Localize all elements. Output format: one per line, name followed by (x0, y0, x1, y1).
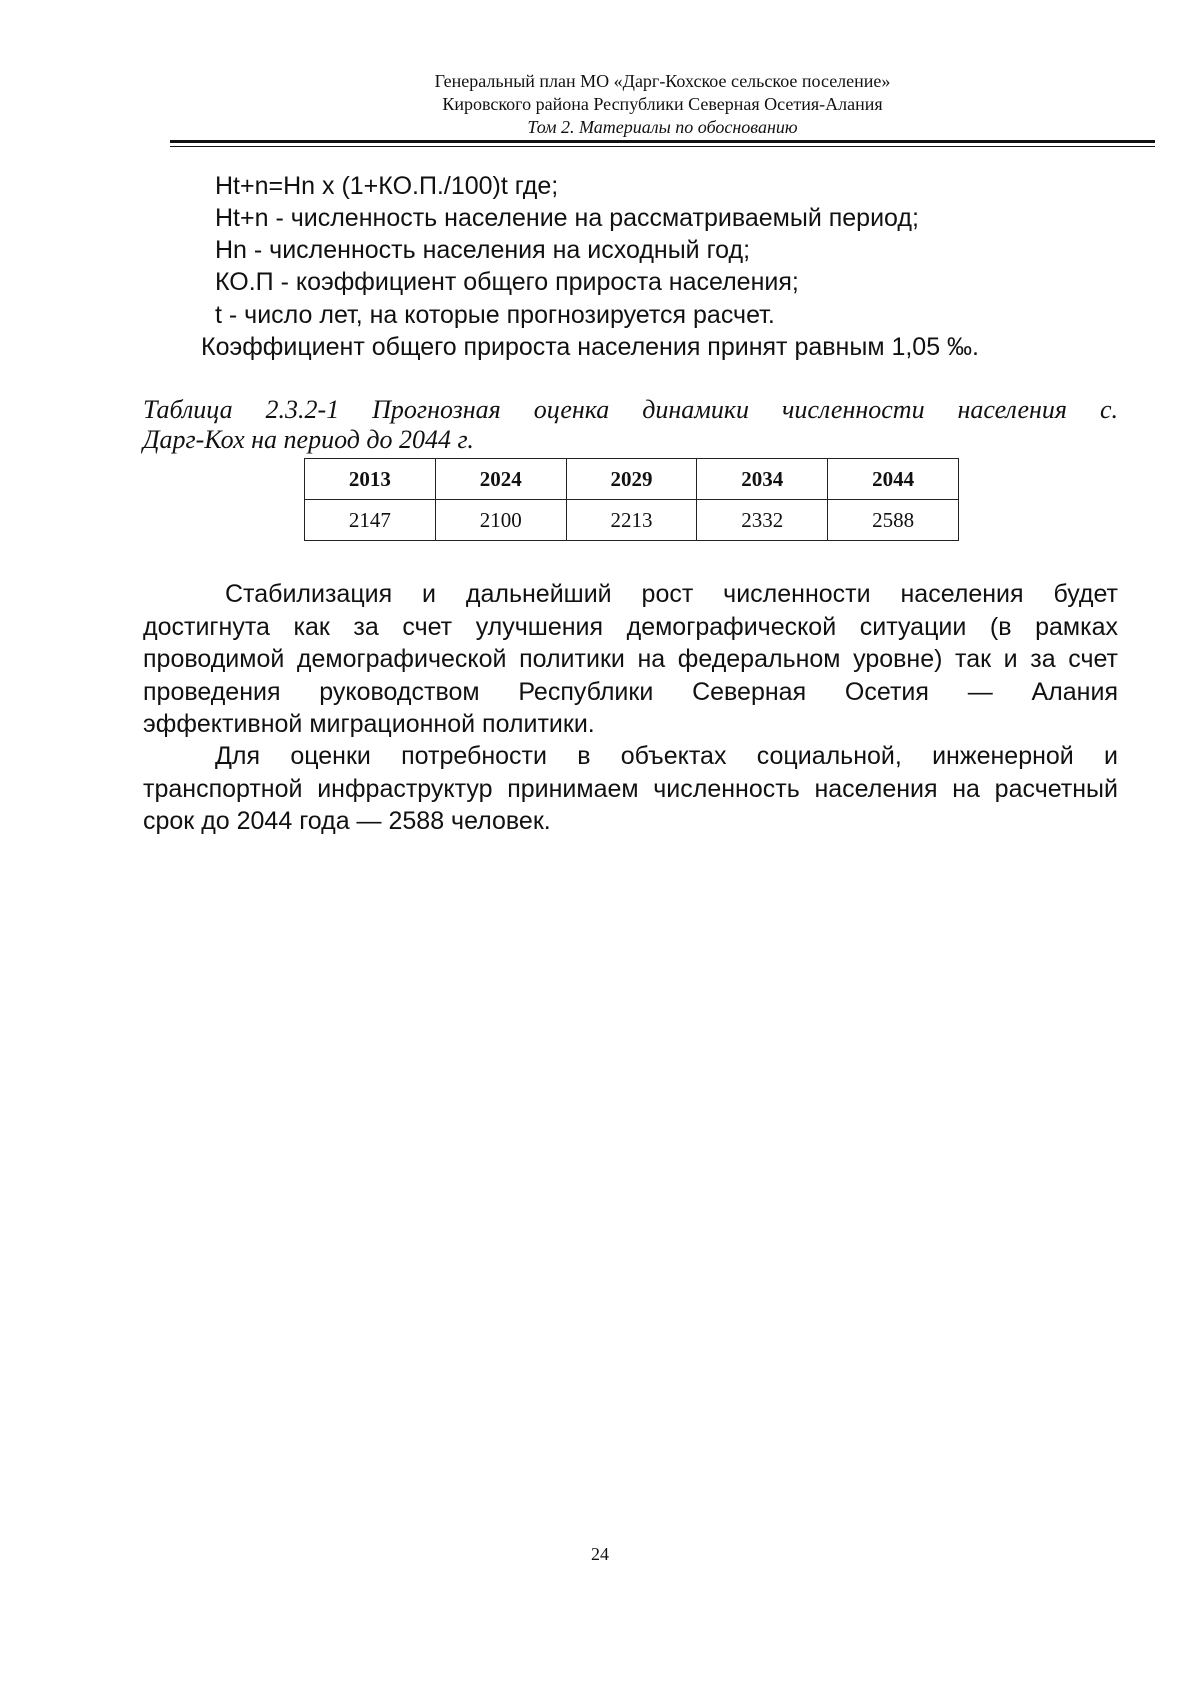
formula-def-t: t - число лет, на которые прогнозируется расчет. (215, 301, 775, 329)
table-cell: 2332 (697, 500, 828, 541)
header-rule-thin (170, 146, 1155, 147)
table-header-cell: 2013 (305, 459, 436, 500)
paragraph-line: проводимой демографической политики на федеральном уровне) так и за счет (143, 645, 1118, 673)
formula-def-hn: Hn - численность населения на исходный год; (215, 236, 751, 264)
stabilization-paragraph (143, 578, 1118, 741)
formula-def-ht: Ht+n - численность население на рассматриваемый период; (215, 204, 919, 232)
table-row (305, 500, 959, 541)
page-number: 24 (591, 1544, 609, 1564)
table-header-cell: 2024 (435, 459, 566, 500)
paragraph-line: Стабилизация и дальнейший рост численности населения будет (225, 580, 1118, 608)
table-cell: 2213 (566, 500, 697, 541)
coefficient-statement: Коэффициент общего прироста населения принят равным 1,05 ‰. (201, 333, 980, 361)
paragraph-line: Для оценки потребности в объектах социальной, инженерной и (215, 742, 1118, 770)
table-caption-line1: Таблица 2.3.2-1 Прогнозная оценка динамики численности населения с. (143, 395, 1118, 424)
header-region-line: Кировского района Республики Северная Осетия-Алания (442, 94, 883, 114)
conclusion-paragraph (143, 740, 1118, 838)
paragraph-line: проведения руководством Республики Северная Осетия — Алания (143, 677, 1118, 706)
table-cell: 2147 (305, 500, 436, 541)
table-cell: 2100 (435, 500, 566, 541)
header-volume-line: Том 2. Материалы по обоснованию (527, 117, 798, 137)
paragraph-line: транспортной инфраструктур принимаем численность населения на расчетный (143, 774, 1118, 803)
population-forecast-table (304, 458, 959, 541)
header-title-line: Генеральный план МО «Дарг-Кохское сельское поселение» (434, 71, 891, 91)
formula-equation: Ht+n=Hn x (1+КО.П./100)t где; (215, 172, 559, 200)
table-header-cell: 2034 (697, 459, 828, 500)
table-cell: 2588 (828, 500, 959, 541)
table-header-cell: 2044 (828, 459, 959, 500)
table-caption-line2: Дарг-Кох на период до 2044 г. (143, 425, 474, 454)
header-rule-thick (170, 140, 1155, 143)
paragraph-line: срок до 2044 года — 2588 человек. (143, 807, 551, 835)
paragraph-line: эффективной миграционной политики. (143, 710, 595, 738)
table-header-cell: 2029 (566, 459, 697, 500)
document-header (170, 70, 1155, 139)
table-header-row (305, 459, 959, 500)
formula-def-kop: КО.П - коэффициент общего прироста населения; (215, 268, 799, 296)
paragraph-line: достигнута как за счет улучшения демографической ситуации (в рамках (143, 612, 1118, 641)
